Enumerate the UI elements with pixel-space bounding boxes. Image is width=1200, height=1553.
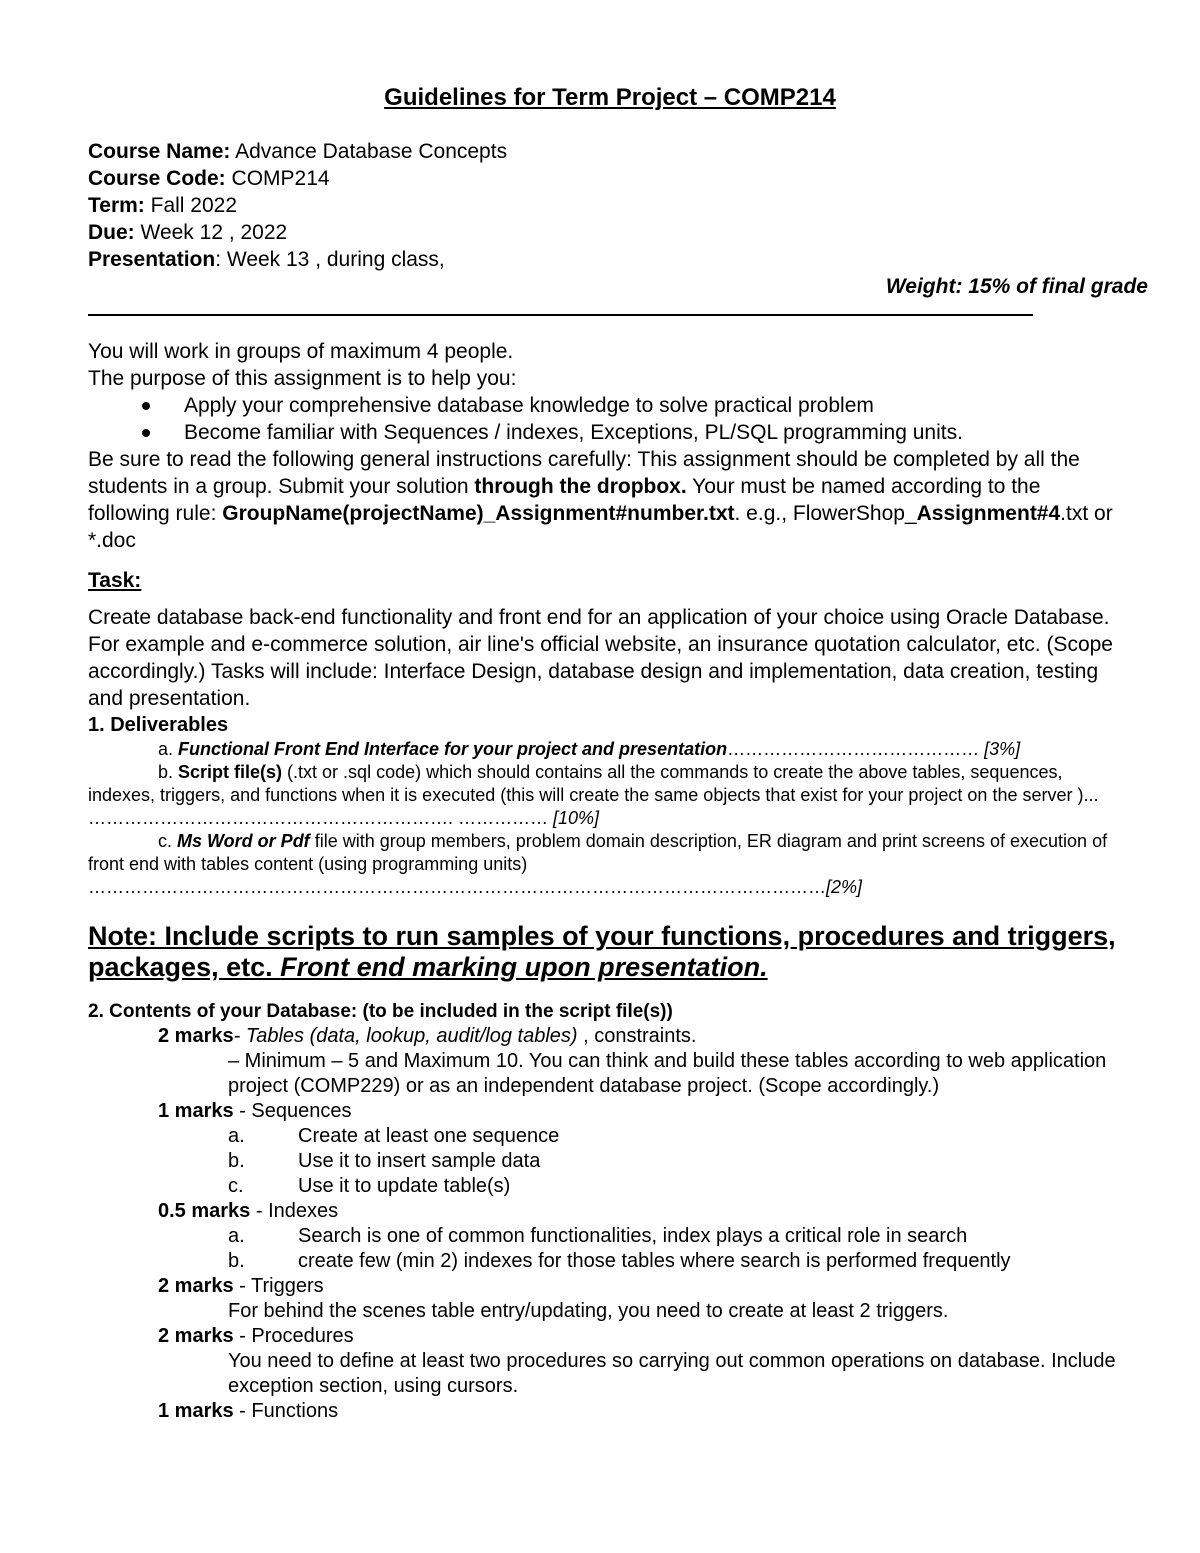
item-letter: b. — [228, 1150, 245, 1172]
meta-label: Presentation — [88, 248, 216, 271]
meta-course-code — [88, 165, 1118, 192]
item-letter: c. — [228, 1175, 244, 1197]
instr-text: Your must be named according to the following rule: — [88, 475, 1041, 525]
sequence-item — [88, 1124, 1118, 1149]
marks-label: - Tables (data, lookup, audit/log tables) — [233, 1025, 578, 1047]
contents-heading: 2. Contents of your Database: (to be included in the script file(s)) — [88, 1001, 673, 1022]
marks-label: - Functions — [233, 1400, 339, 1422]
marks-value: 2 marks — [158, 1275, 234, 1297]
leader-dots: …………………………………… — [727, 739, 985, 759]
marks-triggers — [88, 1274, 1118, 1299]
page-title: Guidelines for Term Project – COMP214 — [384, 84, 836, 111]
document-page — [88, 84, 1148, 1424]
instr-bold: Assignment#4 — [916, 502, 1061, 525]
meta-course-name — [88, 138, 1118, 165]
purpose-item: Apply your comprehensive database knowledge to solve practical problem — [184, 392, 1118, 419]
marks-functions — [88, 1399, 1118, 1424]
note-emphasis: Front end marking upon presentation. — [280, 952, 768, 982]
item-text: create few (min 2) indexes for those tables where search is performed frequently — [298, 1250, 1011, 1272]
marks-value: 0.5 marks — [158, 1200, 251, 1222]
purpose-list — [88, 392, 1118, 446]
marks-tables — [88, 1024, 1118, 1049]
sequence-item — [88, 1149, 1118, 1174]
marks-triggers-detail: For behind the scenes table entry/updating, you need to create at least 2 triggers. — [228, 1300, 949, 1322]
deliverable-percent: [10%] — [553, 808, 600, 828]
meta-value: Fall 2022 — [144, 194, 238, 217]
note-heading — [88, 921, 1118, 983]
marks-label: - Triggers — [233, 1275, 324, 1297]
meta-value: COMP214 — [225, 167, 330, 190]
marks-label: , constraints. — [577, 1025, 697, 1047]
intro-groups: You will work in groups of maximum 4 people. — [88, 340, 514, 363]
task-description: Create database back-end functionality and front end for an application of your choice using Oracle Database. For example and e-commerce solution, air line's official website, an insurance quotation calculator, etc. (Scope accordingly.) Tasks will include: Interface Design, database design and implementation, data creation, testing and presentation. — [88, 606, 1113, 710]
deliverable-percent: [3%] — [984, 739, 1021, 759]
deliverable-percent: [2%] — [826, 877, 863, 897]
item-text: Create at least one sequence — [298, 1125, 560, 1147]
instr-text: Be sure to read the following general instructions carefully: This assignment should be completed by all the students in a group. Submit your solution — [88, 448, 1080, 498]
meta-due — [88, 219, 1118, 246]
horizontal-rule — [88, 314, 1033, 316]
deliverable-b — [88, 761, 1118, 830]
item-text: Search is one of common functionalities, index plays a critical role in search — [298, 1225, 968, 1247]
marks-label: - Procedures — [233, 1325, 354, 1347]
deliverables-heading — [88, 712, 1118, 738]
deliverable-letter: c. — [158, 831, 178, 851]
instr-filename-rule: GroupName(projectName)_Assignment#number.txt — [222, 502, 735, 525]
leader-dots: …………………………………………………………………………………………………………… — [88, 877, 826, 897]
deliverable-title: Ms Word or Pdf — [177, 831, 310, 851]
intro-purpose: The purpose of this assignment is to help you: — [88, 367, 517, 390]
deliverable-letter: a. — [158, 739, 179, 759]
marks-sequences — [88, 1099, 1118, 1124]
marks-tables-detail: – Minimum – 5 and Maximum 10. You can think and build these tables according to web application project (COMP229) or as an independent database project. (Scope accordingly.) — [228, 1050, 1107, 1097]
meta-value: Week 12 , 2022 — [134, 221, 288, 244]
deliverable-title: Script file(s) — [178, 762, 283, 782]
course-meta — [88, 138, 1148, 300]
marks-indexes — [88, 1199, 1118, 1224]
meta-value: Advance Database Concepts — [230, 140, 508, 163]
item-letter: a. — [228, 1125, 245, 1147]
meta-term — [88, 192, 1118, 219]
deliverable-title: Functional Front End Interface for your project and presentation — [178, 739, 728, 759]
marks-procedures — [88, 1324, 1118, 1349]
item-text: Use it to update table(s) — [298, 1175, 511, 1197]
deliverable-letter: b. — [158, 762, 179, 782]
meta-label: Course Name: — [88, 140, 231, 163]
marks-label: - Sequences — [233, 1100, 352, 1122]
sequence-item — [88, 1174, 1118, 1199]
marks-value: 2 marks — [158, 1325, 234, 1347]
item-letter: b. — [228, 1250, 245, 1272]
meta-label: Term: — [88, 194, 145, 217]
instructions-paragraph — [88, 446, 1118, 554]
index-item — [88, 1249, 1118, 1274]
marks-procedures-detail: You need to define at least two procedures so carrying out common operations on database. Include exception section, using cursors. — [228, 1350, 1116, 1397]
marks-value: 1 marks — [158, 1100, 234, 1122]
note-text: Note: Include scripts to run samples of your functions, procedures and triggers, packages, etc. — [88, 921, 1116, 982]
meta-value: : Week 13 , during class, — [215, 248, 445, 271]
deliverable-c — [88, 830, 1118, 899]
deliverables-number: 1 — [88, 714, 100, 736]
task-heading: Task: — [88, 569, 142, 592]
instr-bold: through the dropbox. — [474, 475, 687, 498]
purpose-item: Become familiar with Sequences / indexes, Exceptions, PL/SQL programming units. — [184, 419, 1118, 446]
meta-label: Course Code: — [88, 167, 226, 190]
deliverables-label: . Deliverables — [99, 714, 229, 736]
deliverable-a — [88, 738, 1118, 761]
deliverable-text: (.txt or .sql code) which should contains all the commands to create the above tables, sequences, indexes, triggers, and functions when it is executed (this will create the same objects that exist for your project on the server )... ……………………………………………………. …………… — [88, 762, 1099, 828]
item-text: Use it to insert sample data — [298, 1150, 541, 1172]
marks-value: 2 marks — [158, 1025, 234, 1047]
item-letter: a. — [228, 1225, 245, 1247]
instr-text: . e.g., FlowerShop_ — [734, 502, 917, 525]
weight-line: Weight: 15% of final grade — [885, 275, 1148, 298]
marks-label: - Indexes — [250, 1200, 339, 1222]
instr-text: .txt or *.doc — [88, 502, 1113, 552]
marks-value: 1 marks — [158, 1400, 234, 1422]
meta-presentation — [88, 246, 1118, 273]
index-item — [88, 1224, 1118, 1249]
meta-label: Due: — [88, 221, 135, 244]
deliverable-text: file with group members, problem domain description, ER diagram and print screens of execution of front end with tables content (using programming units) — [88, 831, 1108, 874]
